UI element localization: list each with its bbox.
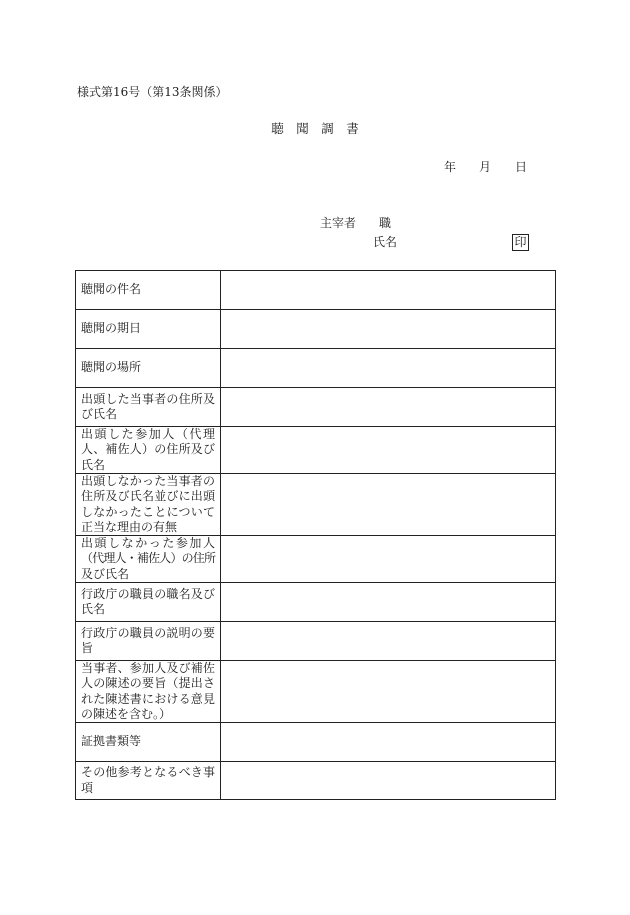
seal-mark: 印 — [512, 234, 529, 251]
agency-explanation-row — [76, 622, 556, 661]
presider-position-label: 職 — [379, 216, 392, 230]
row-label — [76, 661, 221, 723]
row-value-cell — [221, 536, 556, 583]
row-label — [76, 427, 221, 474]
row-label-line: 出頭した当事者の住所及 — [81, 391, 215, 406]
row-value-cell — [221, 271, 556, 310]
row-label — [76, 310, 221, 349]
row-label-line: 氏名 — [81, 602, 106, 616]
row-label-line: 出頭した参加人（代理 — [81, 427, 215, 442]
row-value-cell — [221, 474, 556, 536]
row-label — [76, 622, 221, 661]
row-label-line: （代理人・補佐人）の住所 — [81, 551, 215, 566]
agency-staff-row — [76, 583, 556, 622]
row-label — [76, 474, 221, 536]
row-label-line: 当事者、参加人及び補佐 — [81, 660, 215, 675]
appeared-participant-row — [76, 427, 556, 474]
other-references-row — [76, 762, 556, 800]
row-value-cell — [221, 427, 556, 474]
row-label-line: しなかったことについて — [81, 504, 215, 519]
row-label — [76, 388, 221, 427]
row-label-line: 人の陳述の要旨（提出さ — [81, 676, 215, 691]
row-label — [76, 349, 221, 388]
row-label-line: 行政庁の職員の職名及び — [81, 586, 215, 601]
row-label — [76, 762, 221, 800]
date-year-label: 年 — [444, 160, 457, 174]
document-title: 聴 聞 調 書 — [271, 121, 359, 136]
row-label-line: 人、補佐人）の住所及び — [81, 442, 215, 457]
row-label-line: れた陳述書における意見 — [81, 691, 215, 706]
statements-summary-row — [76, 661, 556, 723]
date-day-label: 日 — [515, 160, 528, 174]
row-label — [76, 536, 221, 583]
hearing-place-row — [76, 349, 556, 388]
presider-name-label: 氏名 — [373, 235, 398, 249]
row-value-cell — [221, 310, 556, 349]
row-label-line: 聴聞の件名 — [81, 282, 142, 297]
appeared-party-row — [76, 388, 556, 427]
hearing-subject-row — [76, 271, 556, 310]
row-label-line: 旨 — [81, 641, 94, 655]
row-label-line: 聴聞の期日 — [81, 321, 142, 336]
row-label-line: 出頭しなかった参加人 — [81, 536, 215, 551]
absent-participant-row — [76, 536, 556, 583]
row-label-line: 及び氏名 — [81, 566, 130, 581]
row-label-line: の陳述を含む。） — [81, 706, 172, 721]
row-label-line: 聴聞の場所 — [81, 360, 142, 375]
row-label — [76, 271, 221, 310]
row-label-line: 正当な理由の有無 — [81, 519, 178, 534]
presider-label: 主宰者 — [320, 216, 357, 230]
row-label-line: び氏名 — [81, 407, 118, 421]
hearing-record-table — [75, 270, 556, 800]
row-label — [76, 583, 221, 622]
row-value-cell — [221, 723, 556, 762]
row-label — [76, 723, 221, 762]
absent-party-row — [76, 474, 556, 536]
row-label-line: 証拠書類等 — [81, 734, 142, 749]
row-label-line: その他参考となるべき事 — [81, 765, 215, 780]
row-label-line: 出頭しなかった当事者の — [81, 473, 215, 488]
hearing-date-row — [76, 310, 556, 349]
date-month-label: 月 — [479, 160, 492, 174]
evidence-documents-row — [76, 723, 556, 762]
row-label-line: 行政庁の職員の説明の要 — [81, 625, 215, 640]
row-value-cell — [221, 622, 556, 661]
form-number: 様式第16号（第13条関係） — [77, 85, 228, 99]
row-value-cell — [221, 583, 556, 622]
row-value-cell — [221, 388, 556, 427]
row-label-line: 項 — [81, 780, 94, 795]
row-value-cell — [221, 349, 556, 388]
row-value-cell — [221, 661, 556, 723]
row-label-line: 氏名 — [81, 457, 106, 472]
row-value-cell — [221, 762, 556, 800]
row-label-line: 住所及び氏名並びに出頭 — [81, 489, 215, 504]
